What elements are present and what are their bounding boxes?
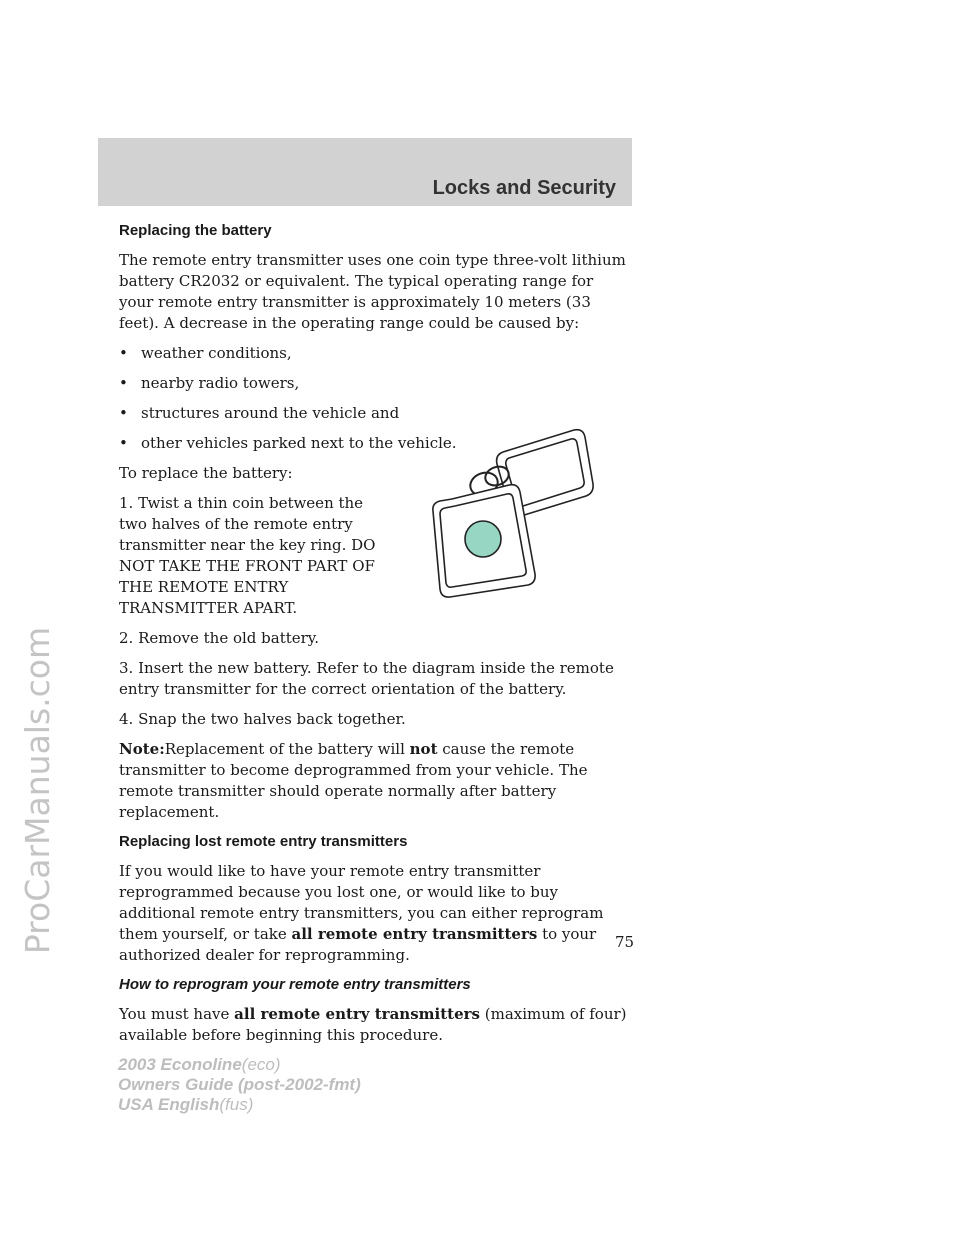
intro-paragraph: The remote entry transmitter uses one coin type three-volt lithium battery CR2032 or equivalent. The typical operating range for your remote entry transmitter is approximately 10 meters (33 feet). A decrease in the operating range could be caused by: — [119, 251, 626, 332]
note-paragraph: Note:Replacement of the battery will not cause the remote transmitter to become deprogrammed from your vehicle. The remote transmitter should operate normally after battery replacement. — [119, 740, 588, 821]
step-3: 3. Insert the new battery. Refer to the diagram inside the remote entry transmitter for the correct orientation of the battery. — [119, 659, 614, 698]
lost-transmitters-paragraph: If you would like to have your remote entry transmitter reprogrammed because you lost one, or would like to buy additional remote entry transmitters, you can either reprogram them yourself, or take all remote entry transmitters to your authorized dealer for reprogramming. — [119, 862, 604, 964]
heading-how-to-reprogram: How to reprogram your remote entry transmitters — [119, 976, 471, 993]
heading-replacing-battery: Replacing the battery — [119, 222, 272, 239]
heading-replacing-lost: Replacing lost remote entry transmitters — [119, 833, 408, 850]
step-1: 1. Twist a thin coin between the two halves of the remote entry transmitter near the key ring. DO NOT TAKE THE FRONT PART OF THE REMOTE ENTRY TRANSMITTER APART. — [119, 494, 376, 617]
footer — [118, 1055, 361, 1115]
page-number: 75 — [615, 933, 635, 951]
battery-icon — [465, 521, 501, 557]
step-2: 2. Remove the old battery. — [119, 629, 320, 647]
footer-line-1: 2003 Econoline(eco) — [118, 1055, 281, 1074]
header-title: Locks and Security — [432, 177, 616, 199]
footer-line-2: Owners Guide (post-2002-fmt) — [118, 1075, 361, 1094]
watermark-text: ProCarManuals.com — [18, 626, 58, 954]
section-header — [98, 138, 632, 206]
to-replace-text: To replace the battery: — [119, 464, 293, 482]
step-4: 4. Snap the two halves back together. — [119, 710, 406, 728]
list-item: • nearby radio towers, — [119, 374, 300, 392]
footer-line-3: USA English(fus) — [118, 1095, 254, 1114]
remote-transmitter-illustration — [417, 424, 597, 604]
list-item: • structures around the vehicle and — [119, 404, 400, 422]
reprogram-paragraph: You must have all remote entry transmitters (maximum of four) available before beginning this procedure. — [119, 1005, 627, 1044]
list-item: • other vehicles parked next to the vehicle. — [119, 434, 457, 452]
page-content — [119, 221, 631, 1055]
transmitter-front-half — [433, 485, 535, 597]
list-item: • weather conditions, — [119, 344, 292, 362]
watermark — [14, 470, 62, 1110]
